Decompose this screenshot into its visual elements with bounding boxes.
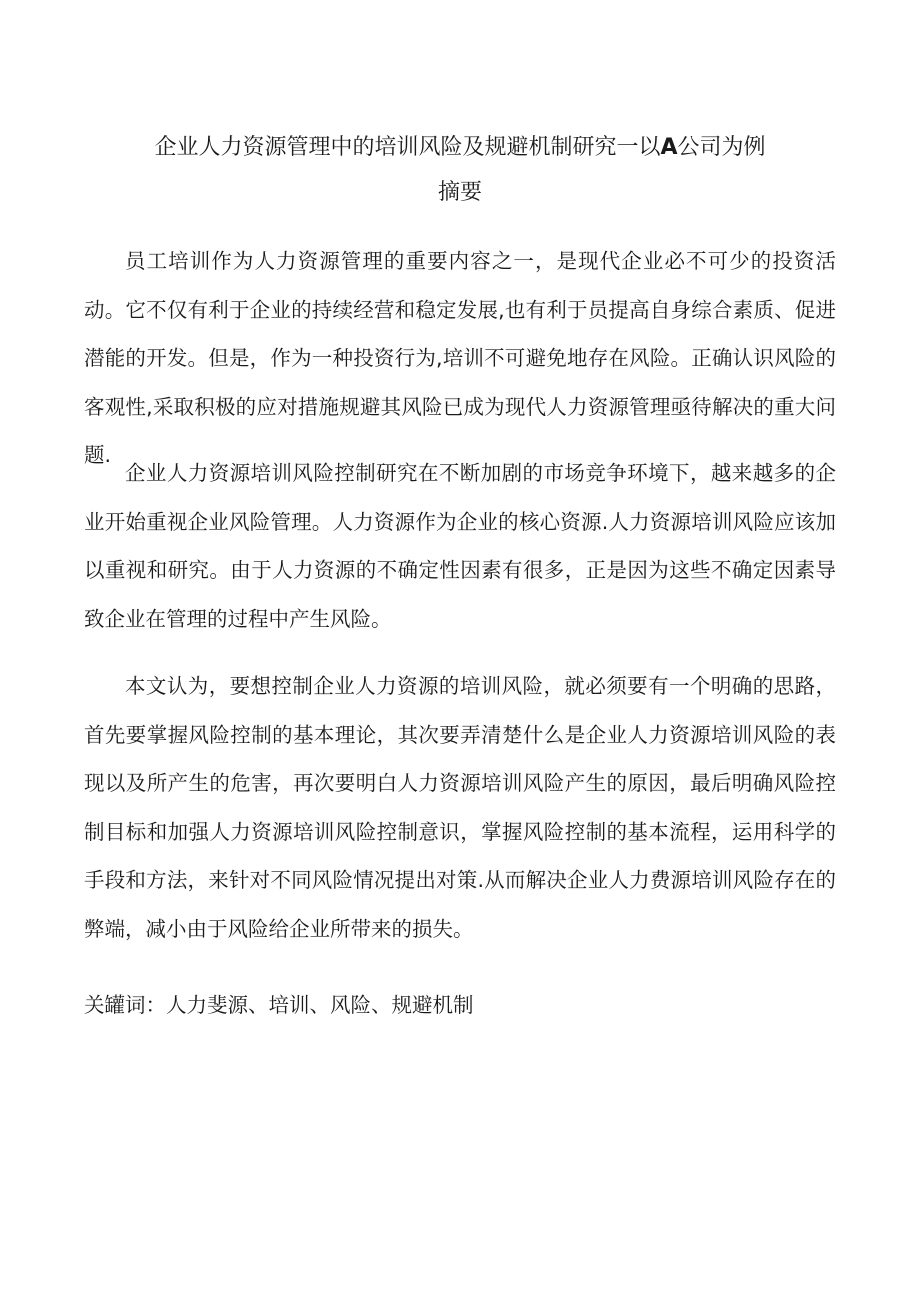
- abstract-paragraph-2: 企业人力资源培训风险控制研究在不断加剧的市场竞争环境下，越来越多的企业开始重视企业风险管理。人力资源作为企业的核心资源.人力资源培训风险应该加以重视和研究。由于人力资源的不确定性因素有很多，正是因为这些不确定因素导致企业在管理的过程中产生风险。: [84, 461, 836, 631]
- title-suffix: 公司为例: [677, 135, 766, 160]
- keywords-line: 关罐词：人力斐源、培训、风险、规避机制: [84, 993, 474, 1017]
- title-latin: A: [660, 135, 678, 160]
- abstract-heading: 摘要: [437, 180, 482, 205]
- abstract-paragraph-3: 本文认为，要想控制企业人力资源的培训风险，就必须要有一个明确的思路，首先要掌握风险控制的基本理论，其次要弄清楚什么是企业人力资源培训风险的表现以及所产生的危害，再次要明白人力资源培训风险产生的原因，最后明确风险控制目标和加强人力资源培训风险控制意识，掌握风险控制的基本流程，运用科学的手段和方法，来针对不同风险情况提出对策.从而解决企业人力费源培训风险存在的弊端，减小由于风险给企业所带来的损失。: [84, 674, 836, 941]
- abstract-paragraph-1: 员工培训作为人力资源管理的重要内容之一，是现代企业必不可少的投资活动。它不仅有利于企业的持续经营和稳定发展,也有利于员提高自身综合素质、促进潜能的开发。但是，作为一种投资行为,培训不可避免地存在风险。正确认识风险的客观性,采取积极的应对措施规避其风险已成为现代人力资源管理亟待解决的重大问题.: [84, 249, 836, 467]
- document-title: [80, 130, 840, 166]
- title-prefix: 企业人力资源管理中的培训风险及规避机制研究一以: [154, 135, 661, 160]
